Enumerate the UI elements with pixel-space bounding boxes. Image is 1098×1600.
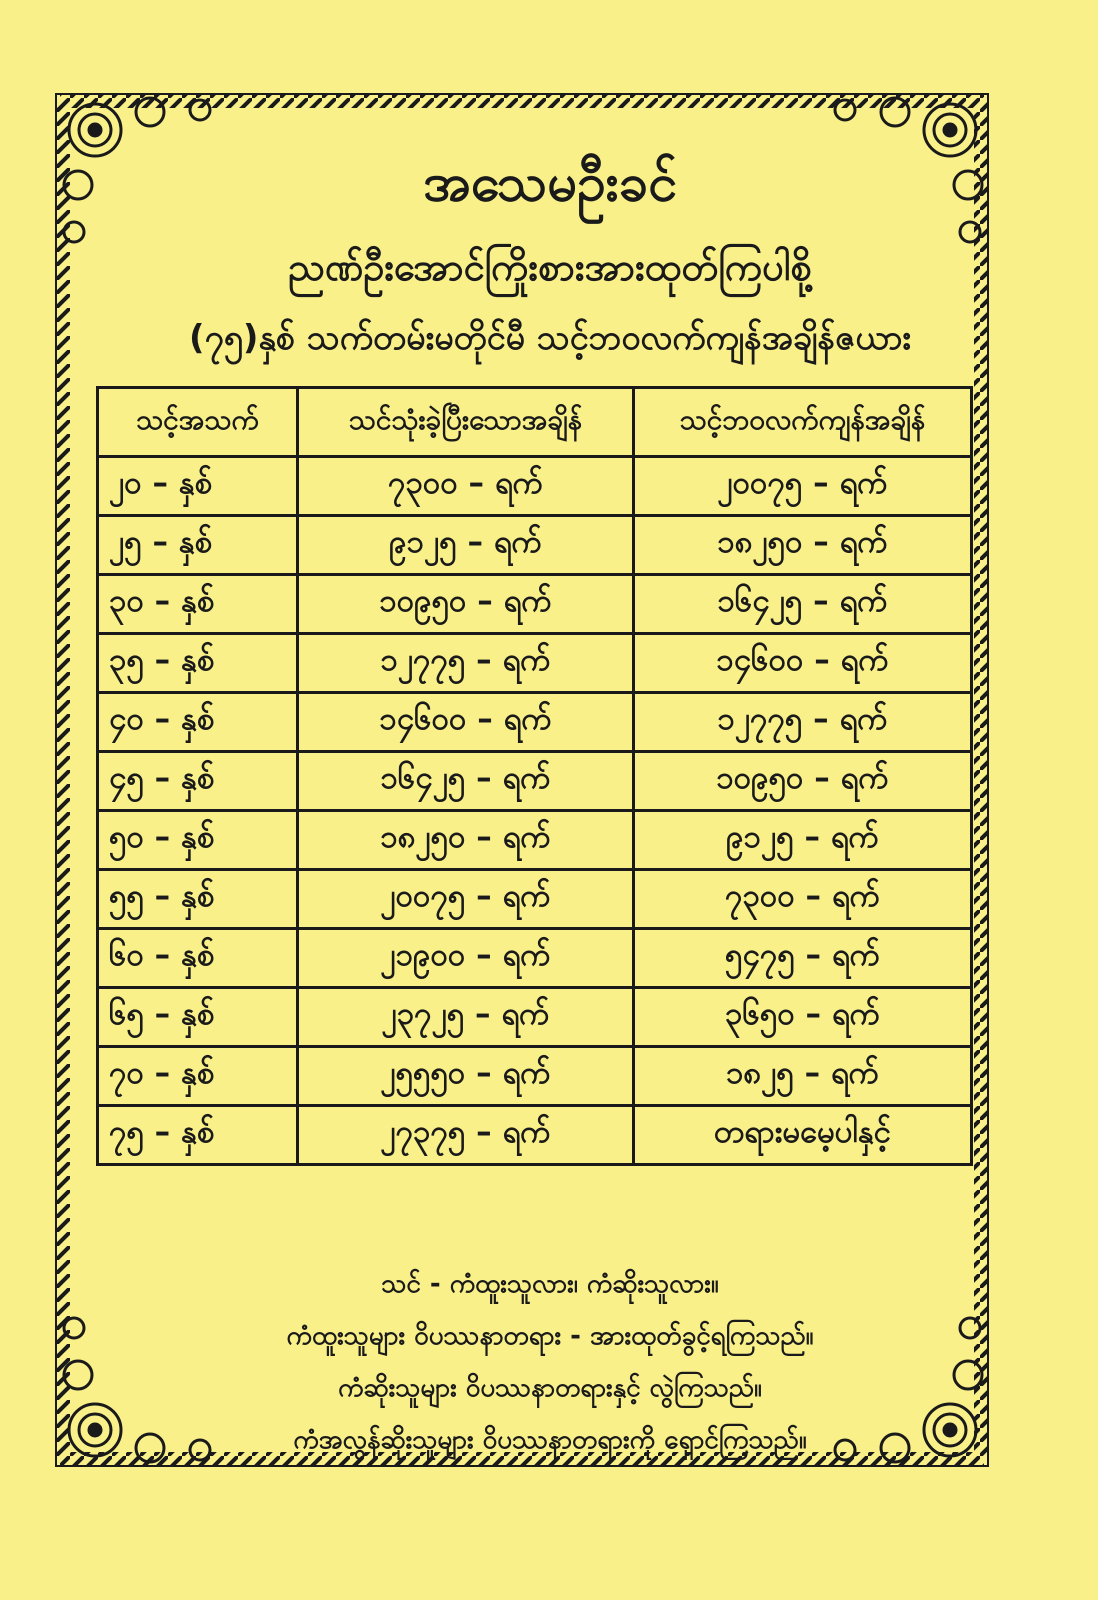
age-cell: ၂၀ – နှစ်	[98, 457, 298, 516]
table-row	[98, 870, 972, 929]
header-used: သင်သုံးခဲ့ပြီးသောအချိန်	[298, 388, 634, 457]
left-cell: တရားမမေ့ပါနှင့်	[634, 1106, 972, 1165]
table-row	[98, 929, 972, 988]
used-cell: ၉၁၂၅ – ရက်	[298, 516, 634, 575]
left-cell: ၁၈၂၅ – ရက်	[634, 1047, 972, 1106]
used-cell: ၁၈၂၅၀ – ရက်	[298, 811, 634, 870]
age-cell: ၇၀ – နှစ်	[98, 1047, 298, 1106]
table-heading: (၇၅)နှစ် သက်တမ်းမတိုင်မီ သင့်ဘဝလက်ကျန်အချိန်ဇယား	[189, 318, 911, 358]
used-cell: ၂၀၀၇၅ – ရက်	[298, 870, 634, 929]
table-row	[98, 988, 972, 1047]
age-cell: ၅၀ – နှစ်	[98, 811, 298, 870]
table-row	[98, 575, 972, 634]
age-cell: ၃၅ – နှစ်	[98, 634, 298, 693]
age-cell: ၃၀ – နှစ်	[98, 575, 298, 634]
left-cell: ၂၀၀၇၅ – ရက်	[634, 457, 972, 516]
life-time-table	[96, 386, 973, 1166]
table-row	[98, 634, 972, 693]
used-cell: ၁၀၉၅၀ – ရက်	[298, 575, 634, 634]
table-row	[98, 752, 972, 811]
left-cell: ၁၆၄၂၅ – ရက်	[634, 575, 972, 634]
left-border	[56, 100, 70, 1460]
age-cell: ၆၅ – နှစ်	[98, 988, 298, 1047]
note-line: ကံထူးသူများ ဝိပဿနာတရား - အားထုတ်ခွင့်ရကြသည်။	[286, 1321, 814, 1351]
used-cell: ၂၁၉၀၀ – ရက်	[298, 929, 634, 988]
note-line: ကံဆိုးသူများ ဝိပဿနာတရားနှင့် လွဲကြသည်။	[338, 1373, 762, 1403]
left-cell: ၁၂၇၇၅ – ရက်	[634, 693, 972, 752]
age-cell: ၆၀ – နှစ်	[98, 929, 298, 988]
right-border	[974, 100, 988, 1460]
age-cell: ၇၅ – နှစ်	[98, 1106, 298, 1165]
table-row	[98, 516, 972, 575]
age-cell: ၅၅ – နှစ်	[98, 870, 298, 929]
table-row	[98, 1047, 972, 1106]
header-age: သင့်အသက်	[98, 388, 298, 457]
age-cell: ၄၅ – နှစ်	[98, 752, 298, 811]
used-cell: ၁၆၄၂၅ – ရက်	[298, 752, 634, 811]
table-header-row	[98, 388, 972, 457]
left-cell: ၁၈၂၅၀ – ရက်	[634, 516, 972, 575]
used-cell: ၂၃၇၂၅ – ရက်	[298, 988, 634, 1047]
used-cell: ၁၄၆၀၀ – ရက်	[298, 693, 634, 752]
used-cell: ၇၃၀၀ – ရက်	[298, 457, 634, 516]
page-subtitle: ညဏ်ဦးအောင်ကြိုးစားအားထုတ်ကြပါစို့	[288, 245, 812, 289]
left-cell: ၁၀၉၅၀ – ရက်	[634, 752, 972, 811]
note-line: သင် - ကံထူးသူလား၊ ကံဆိုးသူလား။	[381, 1269, 719, 1299]
table-row	[98, 693, 972, 752]
used-cell: ၂၅၅၅၀ – ရက်	[298, 1047, 634, 1106]
table-row	[98, 811, 972, 870]
left-cell: ၇၃၀၀ – ရက်	[634, 870, 972, 929]
age-cell: ၄၀ – နှစ်	[98, 693, 298, 752]
footer-notes	[110, 1258, 990, 1466]
age-cell: ၂၅ – နှစ်	[98, 516, 298, 575]
table-row	[98, 1106, 972, 1165]
used-cell: ၁၂၇၇၅ – ရက်	[298, 634, 634, 693]
note-line: ကံအလွန်ဆိုးသူများ ဝိပဿနာတရားကို ရှောင်ကြသည်။	[293, 1425, 807, 1455]
used-cell: ၂၇၃၇၅ – ရက်	[298, 1106, 634, 1165]
table-row	[98, 457, 972, 516]
left-cell: ၁၄၆၀၀ – ရက်	[634, 634, 972, 693]
left-cell: ၉၁၂၅ – ရက်	[634, 811, 972, 870]
page-title: အသေမဦးခင်	[422, 153, 678, 213]
left-cell: ၃၆၅၀ – ရက်	[634, 988, 972, 1047]
left-cell: ၅၄၇၅ – ရက်	[634, 929, 972, 988]
header-left: သင့်ဘဝလက်ကျန်အချိန်	[634, 388, 972, 457]
